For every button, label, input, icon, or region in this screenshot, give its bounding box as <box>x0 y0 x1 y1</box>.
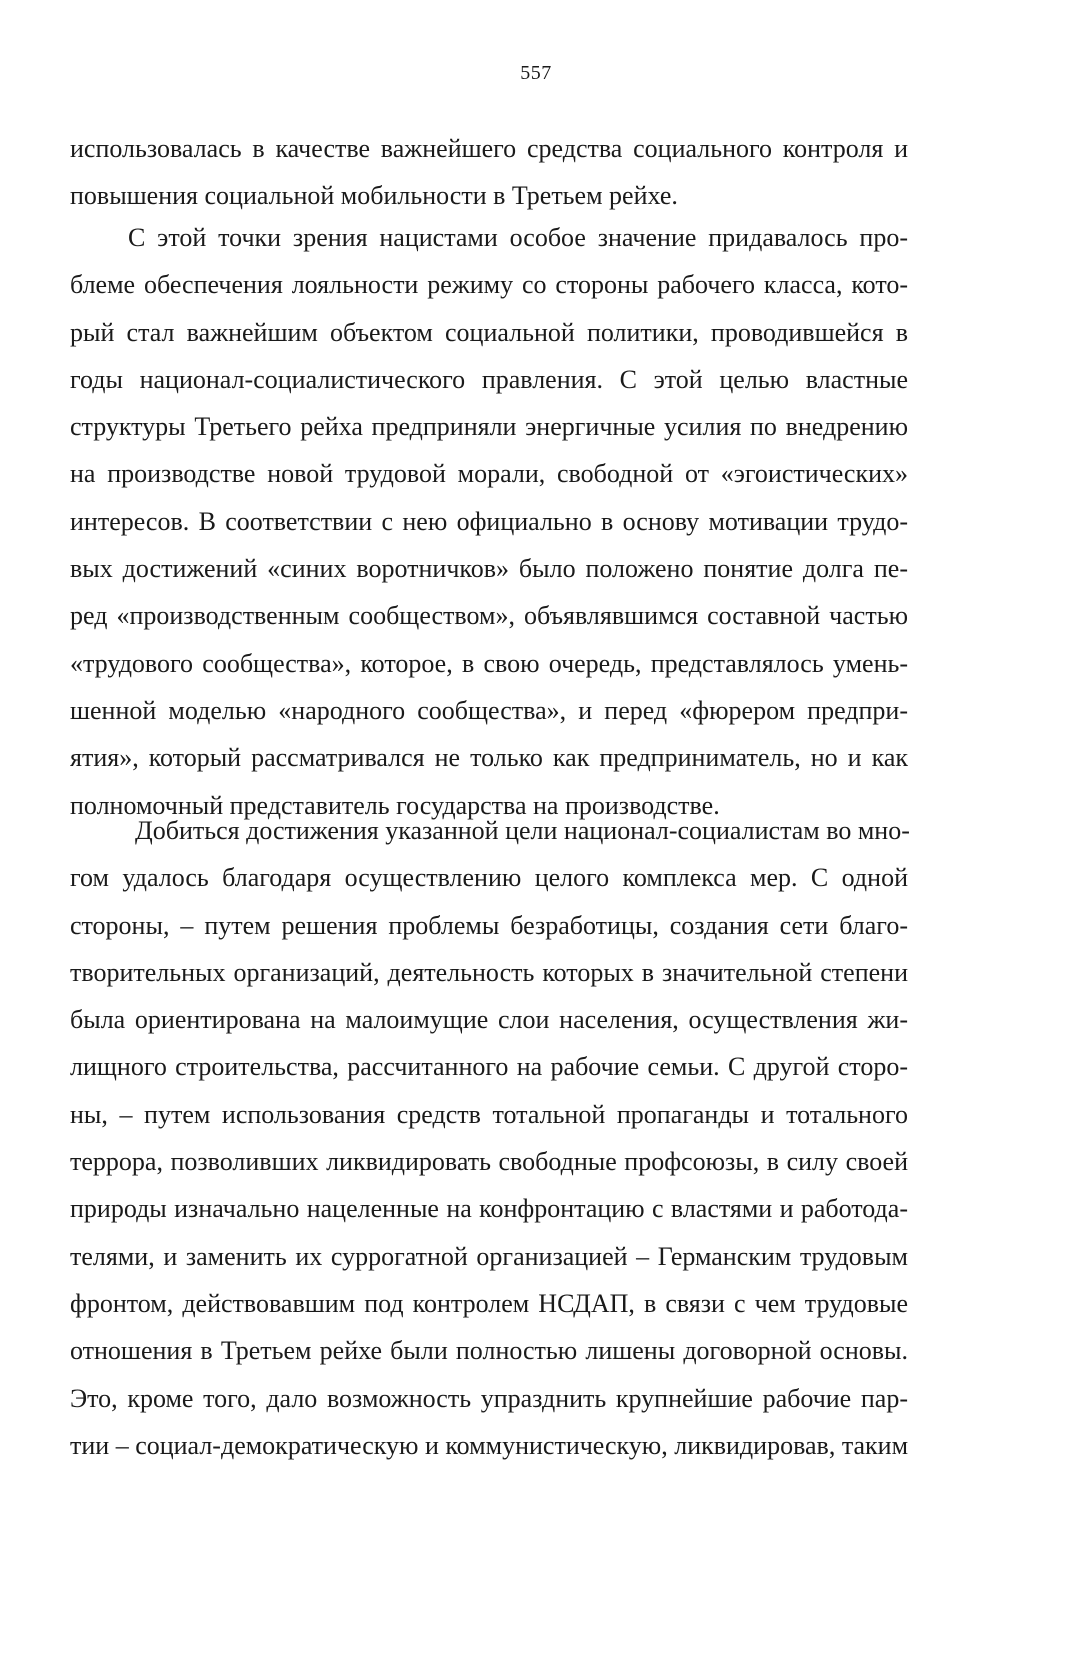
paragraph-continuation <box>70 125 908 220</box>
text-line: лищного строительства, рассчитанного на рабочие семьи. С другой сторо- <box>70 1052 908 1082</box>
text-line: вых достижений «синих воротничков» было положено понятие долга пе- <box>70 554 908 584</box>
text-line: гом удалось благодаря осуществлению целого комплекса мер. С одной <box>70 863 908 893</box>
paragraph <box>70 214 908 829</box>
page-number: 557 <box>520 62 552 84</box>
text-line: отношения в Третьем рейхе были полностью лишены договорной основы. <box>70 1336 908 1366</box>
text-line: ны, – путем использования средств тотальной пропаганды и тотального <box>70 1099 908 1129</box>
text-line: С этой точки зрения нацистами особое значение придавалось про- <box>128 223 908 252</box>
text-line: тии – социал-демократическую и коммунистическую, ликвидировав, таким <box>70 1430 909 1460</box>
text-line: рый стал важнейшим объектом социальной политики, проводившейся в <box>70 317 908 347</box>
text-line: на производстве новой трудовой морали, свободной от «эгоистических» <box>70 459 908 489</box>
text-line: ятия», который рассматривался не только как предприниматель, но и как <box>70 743 908 773</box>
text-line: структуры Третьего рейха предприняли энергичные усилия по внедрению <box>70 412 908 442</box>
text-line: фронтом, действовавшим под контролем НСДАП, в связи с чем трудовые <box>70 1288 908 1318</box>
text-line: полномочный представитель государства на производстве. <box>70 790 720 820</box>
text-line: ред «производственным сообществом», объявлявшимся составной частью <box>70 601 908 631</box>
text-line: была ориентирована на малоимущие слои населения, осуществления жи- <box>70 1005 908 1035</box>
text-line: Это, кроме того, дало возможность упразднить крупнейшие рабочие пар- <box>70 1383 908 1413</box>
text-line: использовалась в качестве важнейшего средства социального контроля и <box>70 134 908 163</box>
text-line: террора, позволивших ликвидировать свободные профсоюзы, в силу своей <box>70 1147 908 1177</box>
text-line: повышения социальной мобильности в Третьем рейхе. <box>70 181 678 211</box>
text-line: годы национал-социалистического правления. С этой целью властные <box>70 364 908 394</box>
text-line: Добиться достижения указанной цели национал-социалистам во мно- <box>135 816 910 845</box>
paragraph <box>70 807 908 1469</box>
text-line: творительных организаций, деятельность которых в значительной степени <box>70 957 908 987</box>
text-line: шенной моделью «народного сообщества», и перед «фюрером предпри- <box>70 695 908 725</box>
text-line: природы изначально нацеленные на конфронтацию с властями и работода- <box>70 1194 908 1224</box>
text-line: блеме обеспечения лояльности режиму со стороны рабочего класса, кото- <box>70 270 908 300</box>
text-line: интересов. В соответствии с нею официально в основу мотивации трудо- <box>70 506 908 536</box>
text-line: «трудового сообщества», которое, в свою очередь, представлялось умень- <box>70 648 908 678</box>
text-line: стороны, – путем решения проблемы безработицы, создания сети благо- <box>70 910 908 940</box>
text-line: телями, и заменить их суррогатной организацией – Германским трудовым <box>70 1241 908 1271</box>
